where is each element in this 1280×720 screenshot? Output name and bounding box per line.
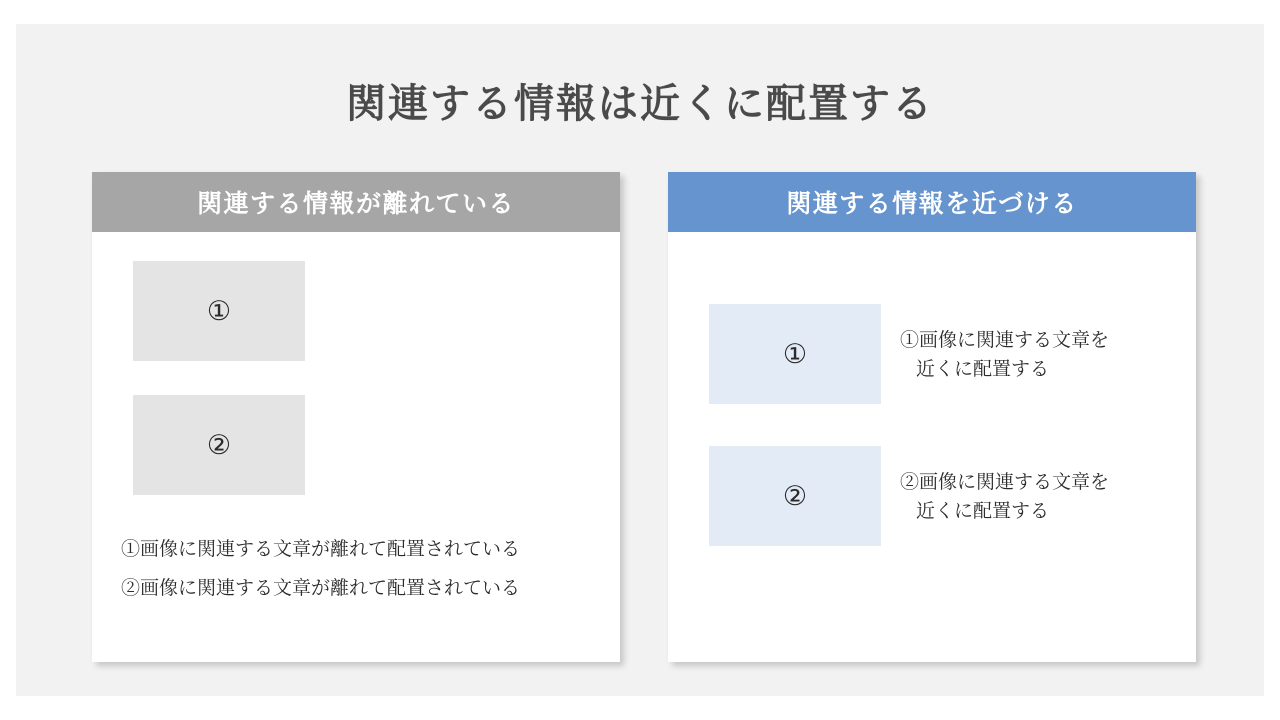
image-placeholder-4-label: ② bbox=[782, 480, 808, 511]
caption-2: ②画像に関連する文章が離れて配置されている bbox=[121, 578, 521, 599]
image-placeholder-2 bbox=[133, 395, 305, 495]
image-placeholder-1 bbox=[133, 261, 305, 361]
pair-caption-1 bbox=[900, 326, 1109, 385]
panel-header-proximity: 関連する情報を近づける bbox=[668, 172, 1196, 232]
panel-proximity-example bbox=[668, 172, 1196, 662]
panel-separated-example bbox=[92, 172, 620, 662]
image-placeholder-3 bbox=[709, 304, 881, 404]
image-caption-pair-2 bbox=[709, 446, 1109, 546]
image-caption-pair-1 bbox=[709, 304, 1109, 404]
pair-caption-2 bbox=[900, 468, 1109, 527]
pair-caption-2-line2: 近くに配置する bbox=[916, 501, 1050, 523]
panel-body-proximity bbox=[668, 232, 1196, 662]
slide-canvas bbox=[16, 24, 1264, 696]
image-placeholder-1-label: ① bbox=[206, 295, 232, 326]
pair-caption-1-line1: ①画像に関連する文章を bbox=[900, 330, 1110, 351]
page-title: 関連する情報は近くに配置する bbox=[346, 82, 934, 126]
image-placeholder-4 bbox=[709, 446, 881, 546]
pair-caption-2-line1: ②画像に関連する文章を bbox=[900, 472, 1110, 493]
image-placeholder-2-label: ② bbox=[206, 429, 232, 460]
image-placeholder-3-label: ① bbox=[782, 338, 808, 369]
panel-body-separated bbox=[92, 232, 620, 662]
caption-1: ①画像に関連する文章が離れて配置されている bbox=[121, 539, 521, 560]
pair-caption-1-line2: 近くに配置する bbox=[916, 359, 1050, 381]
panel-header-separated: 関連する情報が離れている bbox=[92, 172, 620, 232]
